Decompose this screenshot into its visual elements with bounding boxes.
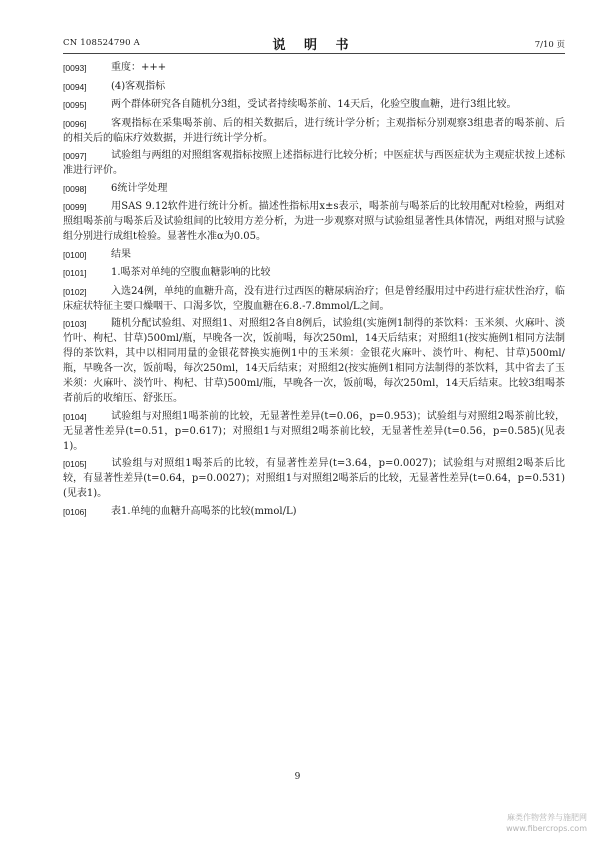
paragraph-number: [0102] (63, 286, 87, 297)
paragraph-number: [0101] (63, 268, 87, 278)
paragraph (63, 265, 565, 281)
paragraph-text: 随机分配试验组、对照组1、对照组2各自8例后，试验组(实施例1制得的茶饮料：玉米须、火麻叶、淡竹叶、枸杞、甘草)500ml/瓶，早晚各一次，饭前喝，每次250ml，14天后结束；对照组1(按实施例1相同方法制得的茶饮料，其中以相同用量的金银花替换实施例1中的玉米须：金银花火麻叶、淡竹叶、枸杞、甘草)500ml/瓶，早晚各一次，饭前喝，每次250ml，14天后结束；对照组2(按实施例1相同方法制得的茶饮料，其中省去了玉米须：火麻叶、淡竹叶、枸杞、甘草)500ml/瓶，早晚各一次，饭前喝，每次250ml，14天后结束。比较3组喝茶者前后的收缩压、舒张压。 (63, 318, 565, 404)
paragraph (63, 504, 565, 520)
paragraph (63, 199, 565, 244)
paragraph-number: [0100] (63, 249, 87, 260)
paragraph (63, 409, 565, 454)
paragraph-text: 用SAS 9.12软件进行统计分析。描述性指标用x±s表示，喝茶前与喝茶后的比较用配对t检验，两组对照组喝茶前与喝茶后及试验组间的比较用方差分析，为进一步观察对照与试验组显著性具体情况，两组对照与试验组分别进行成组t检验。显著性水准α为0.05。 (63, 201, 565, 242)
paragraph-text: 结果 (111, 248, 131, 260)
paragraph-text: 试验组与对照组1喝茶前的比较，无显著性差异(t=0.06，p=0.953)；试验组与对照组2喝茶前比较，无显著性差异(t=0.51，p=0.617)；对照组1与对照组2喝茶前比较，无显著性差异(t=0.56，p=0.585)(见表1)。 (63, 410, 565, 452)
paragraph-number: [0099] (63, 202, 87, 212)
paragraph-text: 入选24例，单纯的血糖升高，没有进行过西医的糖尿病治疗；但是曾经服用过中药进行症状性治疗，临床症状特征主要口燥咽干、口渴多饮，空腹血糖在6.8.-7.8mmol/L之间。 (63, 285, 565, 312)
paragraph-number: [0104] (63, 411, 87, 422)
paragraph-text: 客观指标在采集喝茶前、后的相关数据后，进行统计学分析；主观指标分别观察3组患者的喝茶前、后的相关后的临床疗效数据，并进行统计学分析。 (63, 117, 565, 144)
paragraph-number: [0105] (63, 459, 87, 469)
paragraph-number: [0096] (63, 118, 87, 129)
paragraph-text: 1.喝茶对单纯的空腹血糖影响的比较 (111, 267, 271, 278)
paragraph-text: 两个群体研究各自随机分3组，受试者持续喝茶前、14天后，化验空腹血糖，进行3组比较。 (111, 99, 517, 110)
paragraph-text: 试验组与对照组1喝茶后的比较，有显著性差异(t=3.64，p=0.0027)；试验组与对照组2喝茶后比较，有显著性差异(t=0.64，p=0.0027)；对照组1与对照组2喝茶后的比较，无显著性差异(t=0.64，p=0.531)(见表1)。 (63, 458, 565, 499)
paragraph (63, 284, 565, 314)
paragraph-number: [0094] (63, 81, 87, 92)
paragraph-number: [0095] (63, 100, 87, 110)
publication-number: CN 108524790 A (63, 38, 140, 48)
paragraph-text: 6统计学处理 (111, 182, 168, 194)
paragraph-number: [0103] (63, 319, 87, 329)
paragraph (63, 316, 565, 406)
document-title: 说 明 书 (272, 38, 356, 53)
page-count: 7/10 页 (534, 40, 565, 50)
page-number: 9 (294, 772, 301, 782)
site-watermark (506, 812, 587, 834)
document-body (63, 60, 565, 522)
paragraph (63, 97, 565, 113)
paragraph (63, 148, 565, 178)
paragraph-text: 重度：+++ (111, 62, 167, 73)
paragraph-number: [0097] (63, 151, 87, 161)
paragraph-text: 试验组与两组的对照组客观指标按照上述指标进行比较分析；中医症状与西医症状为主观症状按上述标准进行评价。 (63, 150, 565, 176)
paragraph-number: [0098] (63, 183, 87, 194)
paragraph (63, 181, 565, 197)
header-divider (63, 53, 565, 54)
paragraph (63, 60, 565, 76)
watermark-title: 麻类作物营养与施肥网 (507, 813, 587, 822)
watermark-url: www.fibercrops.com (506, 824, 587, 833)
paragraph (63, 79, 565, 95)
paragraph-number: [0106] (63, 506, 87, 517)
paragraph-text: (4)客观指标 (111, 80, 166, 92)
paragraph-number: [0093] (63, 63, 87, 73)
paragraph-text: 表1.单纯的血糖升高喝茶的比较(mmol/L) (111, 505, 297, 517)
paragraph (63, 456, 565, 501)
page-header (63, 34, 565, 53)
paragraph (63, 116, 565, 146)
paragraph (63, 247, 565, 263)
